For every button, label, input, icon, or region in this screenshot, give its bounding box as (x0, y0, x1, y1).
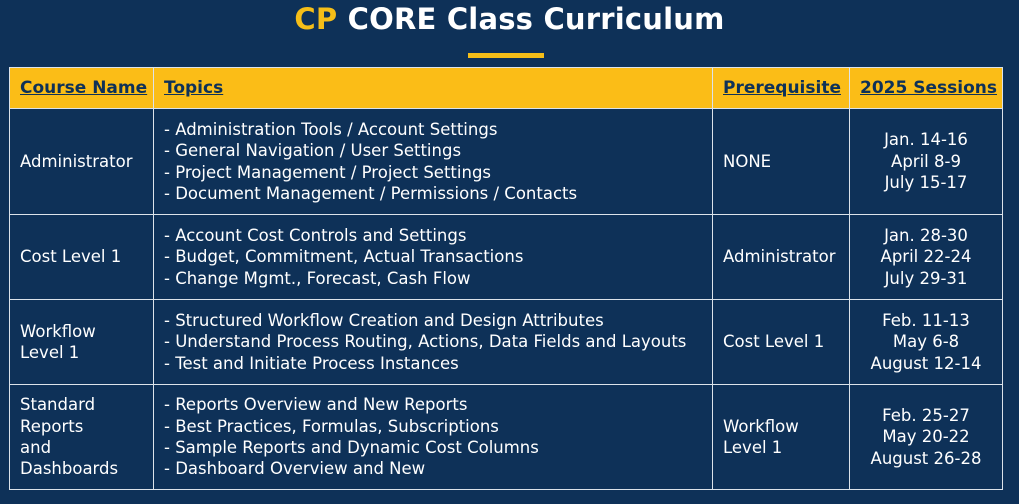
prerequisite-cell (713, 385, 850, 490)
topic-item: - Budget, Commitment, Actual Transactions (164, 247, 524, 267)
table-row (10, 300, 1003, 385)
sessions-cell (850, 215, 1003, 300)
course-name-cell (10, 385, 154, 490)
topics-cell (154, 215, 713, 300)
session-date: Jan. 28-30 (884, 225, 968, 245)
session-date: May 20-22 (882, 427, 970, 447)
topic-item: - Sample Reports and Dynamic Cost Columns (164, 438, 539, 457)
session-date: July 15-17 (884, 173, 968, 193)
topic-item: - Reports Overview and New Reports (164, 395, 468, 415)
prerequisite-cell (713, 109, 850, 215)
course-name-cell (10, 109, 154, 215)
column-header-topics: Topics (154, 68, 713, 109)
prerequisite-value: Cost Level 1 (723, 332, 825, 352)
table-row (10, 109, 1003, 215)
topic-item: - Project Management / Project Settings (164, 162, 492, 182)
session-date: Jan. 14-16 (884, 130, 968, 150)
column-header-prerequisite: Prerequisite (713, 68, 850, 109)
sessions-cell (850, 109, 1003, 215)
topic-item: - Test and Initiate Process Instances (164, 353, 459, 373)
topic-item: - Document Management / Permissions / Contacts (164, 183, 578, 203)
session-date: Feb. 11-13 (882, 310, 970, 330)
session-date: April 22-24 (880, 247, 972, 267)
course-name: Level 1 (20, 343, 80, 362)
prerequisite-cell (713, 215, 850, 300)
course-name: Cost Level 1 (20, 247, 122, 267)
title-main: CORE Class Curriculum (347, 2, 725, 36)
sessions-cell (850, 300, 1003, 385)
title-accent: CP (294, 2, 338, 36)
column-header-course-name: Course Name (10, 68, 154, 109)
course-name-cell (10, 215, 154, 300)
topic-item: - Best Practices, Formulas, Subscriptions (164, 416, 499, 436)
topic-item: - Change Mgmt., Forecast, Cash Flow (164, 268, 471, 288)
course-name: Workflow (20, 321, 96, 341)
course-name-cell (10, 300, 154, 385)
topic-item: - Administration Tools / Account Settings (164, 119, 498, 139)
prerequisite-value: Level 1 (723, 438, 783, 457)
session-date: August 26-28 (870, 448, 982, 468)
session-date: May 6-8 (892, 332, 960, 352)
prerequisite-cell (713, 300, 850, 385)
course-name: and (20, 438, 52, 457)
topics-cell (154, 300, 713, 385)
course-name: Administrator (20, 151, 133, 171)
topic-item: - Structured Workflow Creation and Design Attributes (164, 310, 604, 330)
curriculum-table (9, 67, 1003, 490)
topics-cell (154, 109, 713, 215)
topics-cell (154, 385, 713, 490)
topic-item: - Account Cost Controls and Settings (164, 225, 467, 245)
title-underline (468, 53, 544, 58)
prerequisite-value: Administrator (723, 247, 836, 267)
session-date: August 12-14 (870, 353, 982, 373)
topic-item: - General Navigation / User Settings (164, 141, 462, 161)
session-date: April 8-9 (891, 151, 961, 171)
course-name: Dashboards (20, 459, 119, 479)
prerequisite-value: Workflow (723, 416, 799, 436)
prerequisite-value: NONE (723, 151, 772, 171)
table-row (10, 215, 1003, 300)
header-row (10, 68, 1003, 109)
topic-item: - Dashboard Overview and New (164, 459, 426, 479)
course-name: Standard (20, 395, 96, 415)
table-row (10, 385, 1003, 490)
course-name: Reports (20, 416, 84, 436)
topic-item: - Understand Process Routing, Actions, Data Fields and Layouts (164, 332, 687, 352)
session-date: Feb. 25-27 (882, 405, 970, 425)
page-title (0, 2, 1019, 36)
column-header-sessions: 2025 Sessions (850, 68, 1003, 109)
sessions-cell (850, 385, 1003, 490)
session-date: July 29-31 (884, 268, 968, 288)
